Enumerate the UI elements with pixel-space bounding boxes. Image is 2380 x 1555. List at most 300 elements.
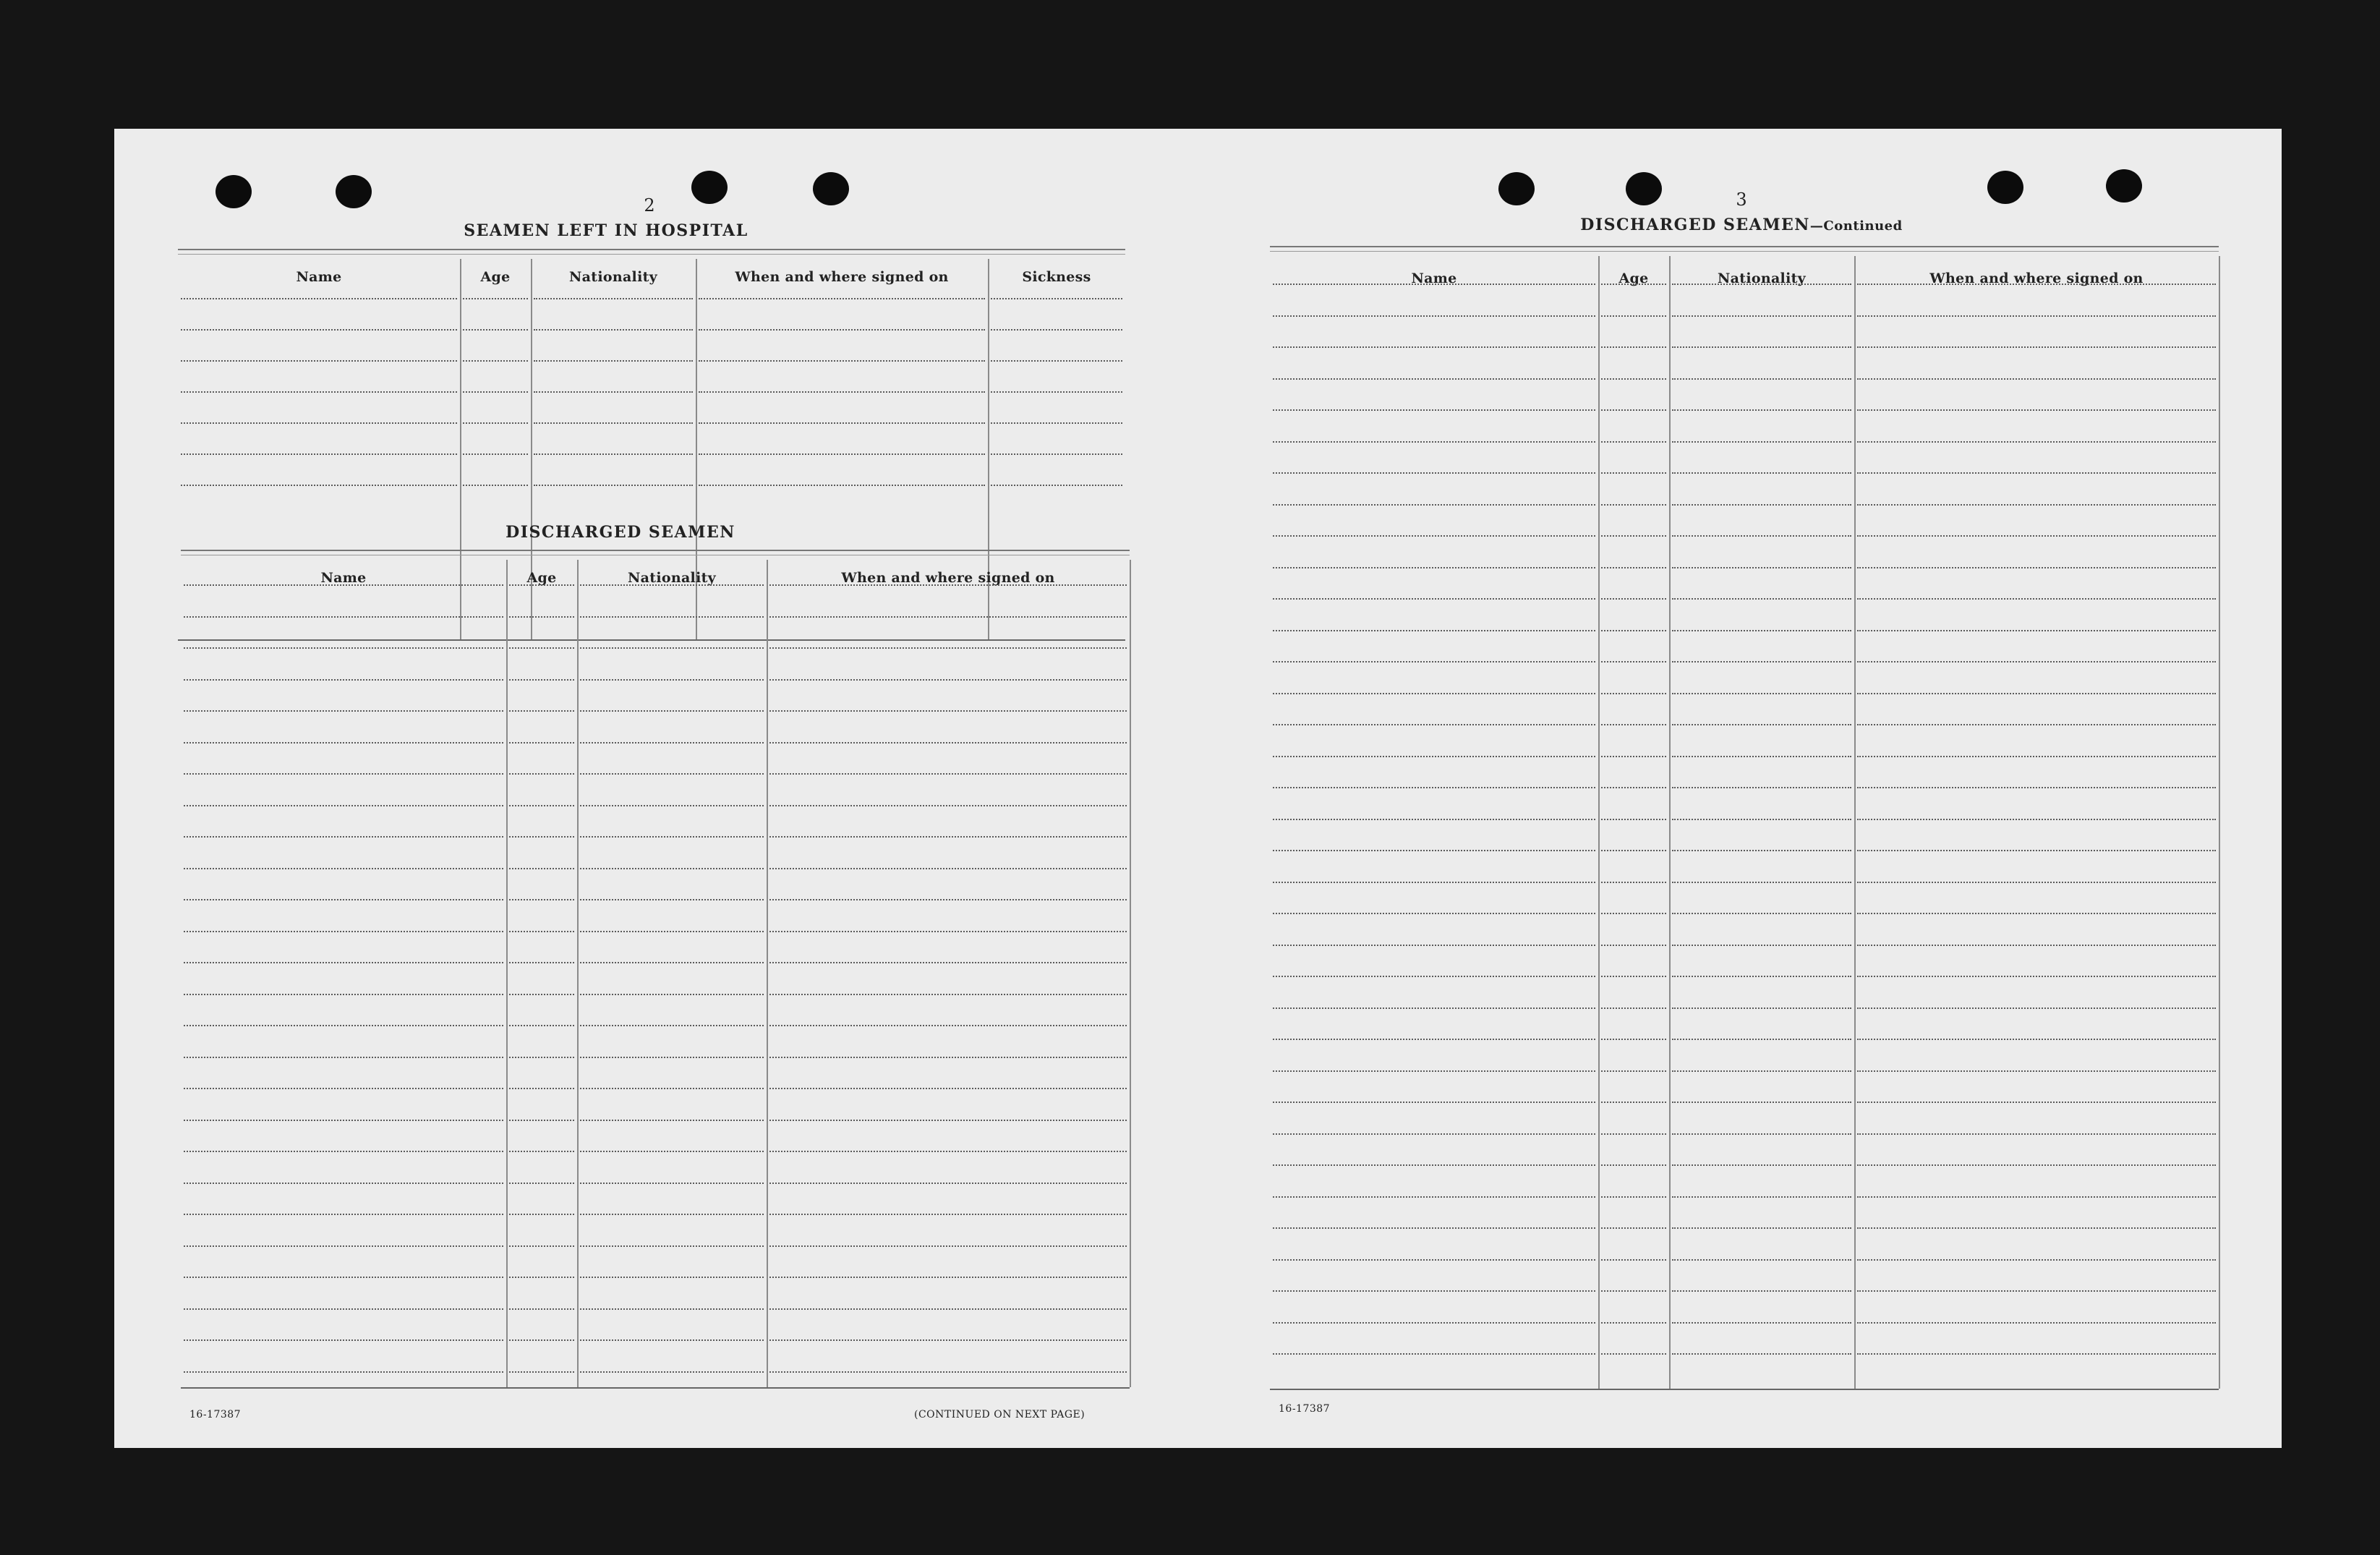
column-header: When and where signed on <box>735 269 949 285</box>
table-row-line <box>184 710 503 712</box>
discharged-continued-title <box>1524 216 1958 234</box>
table-row-line <box>580 1339 764 1341</box>
table-row-line <box>184 1088 503 1089</box>
column-divider <box>506 560 508 1387</box>
table-row-line <box>1601 1102 1666 1103</box>
table-row-line <box>1273 819 1595 820</box>
table-row-line <box>1672 819 1851 820</box>
table-row-line <box>1601 819 1666 820</box>
table-row-line <box>509 931 574 932</box>
table-row-line <box>1672 1039 1851 1040</box>
table-row-line <box>463 329 528 331</box>
table-row-line <box>699 360 985 362</box>
table-row-line <box>1672 693 1851 694</box>
table-row-line <box>1857 567 2216 568</box>
discharged-continued-title-main: DISCHARGED SEAMEN <box>1580 216 1810 234</box>
table-row-line <box>580 994 764 995</box>
table-row-line <box>509 1025 574 1026</box>
table-row-line <box>580 1151 764 1152</box>
table-row-line <box>1672 284 1851 285</box>
table-row-line <box>1601 882 1666 883</box>
punch-hole <box>2106 169 2142 203</box>
table-row-line <box>184 1308 503 1310</box>
table-row-line <box>1273 1133 1595 1135</box>
table-top-rule <box>178 249 1125 255</box>
punch-hole <box>216 175 252 208</box>
table-row-line <box>1601 693 1666 694</box>
hospital-section-title: SEAMEN LEFT IN HOSPITAL <box>464 221 748 240</box>
table-row-line <box>699 298 985 299</box>
table-row-line <box>184 836 503 838</box>
table-row-line <box>1857 441 2216 443</box>
table-row-line <box>1672 598 1851 600</box>
table-row-line <box>1672 1259 1851 1261</box>
table-row-line <box>1273 1290 1595 1292</box>
table-row-line <box>1601 850 1666 851</box>
continued-on-next-page: (CONTINUED ON NEXT PAGE) <box>914 1409 1085 1420</box>
table-row-line <box>184 931 503 932</box>
table-row-line <box>769 616 1127 618</box>
table-row-line <box>1672 1322 1851 1324</box>
table-row-line <box>509 1277 574 1278</box>
table-row-line <box>580 773 764 775</box>
table-row-line <box>1273 1164 1595 1166</box>
table-row-line <box>184 1214 503 1215</box>
table-row-line <box>1601 315 1666 317</box>
table-row-line <box>1672 1070 1851 1072</box>
table-row-line <box>769 647 1127 649</box>
table-row-line <box>184 679 503 681</box>
table-row-line <box>1857 882 2216 883</box>
table-row-line <box>580 1088 764 1089</box>
continued-suffix: —Continued <box>1809 218 1903 234</box>
column-divider <box>577 560 579 1387</box>
discharged-section-title: DISCHARGED SEAMEN <box>506 523 735 542</box>
table-row-line <box>1273 882 1595 883</box>
table-row-line <box>184 647 503 649</box>
table-row-line <box>1273 724 1595 725</box>
table-row-line <box>184 962 503 963</box>
table-row-line <box>769 1308 1127 1310</box>
table-row-line <box>1857 1322 2216 1324</box>
column-divider <box>2219 256 2220 1389</box>
table-row-line <box>1601 346 1666 348</box>
table-row-line <box>1857 945 2216 946</box>
table-row-line <box>1672 378 1851 380</box>
table-row-line <box>1273 1259 1595 1261</box>
table-row-line <box>1857 1353 2216 1355</box>
table-row-line <box>991 391 1122 393</box>
table-row-line <box>509 1371 574 1373</box>
table-row-line <box>769 584 1127 586</box>
table-row-line <box>1857 598 2216 600</box>
table-row-line <box>1857 913 2216 914</box>
table-row-line <box>1601 787 1666 788</box>
table-row-line <box>1601 409 1666 411</box>
table-row-line <box>1857 787 2216 788</box>
table-row-line <box>1273 787 1595 788</box>
table-row-line <box>1857 693 2216 694</box>
table-row-line <box>534 298 693 299</box>
table-row-line <box>1273 409 1595 411</box>
table-row-line <box>769 1245 1127 1247</box>
table-row-line <box>1857 819 2216 820</box>
table-row-line <box>1601 1039 1666 1040</box>
table-row-line <box>580 742 764 744</box>
table-row-line <box>1273 850 1595 851</box>
column-header: Name <box>320 570 367 586</box>
table-top-rule <box>1270 246 2219 252</box>
table-bottom-rule <box>181 1387 1130 1389</box>
table-row-line <box>184 899 503 900</box>
table-row-line <box>509 647 574 649</box>
table-row-line <box>1857 284 2216 285</box>
table-row-line <box>1273 1007 1595 1009</box>
column-divider <box>1598 256 1600 1389</box>
table-row-line <box>463 422 528 424</box>
table-row-line <box>534 360 693 362</box>
table-row-line <box>463 298 528 299</box>
table-row-line <box>509 584 574 586</box>
table-row-line <box>509 1245 574 1247</box>
table-row-line <box>1601 504 1666 506</box>
table-row-line <box>1857 1259 2216 1261</box>
table-row-line <box>1601 1259 1666 1261</box>
table-row-line <box>184 1151 503 1152</box>
table-row-line <box>1857 472 2216 474</box>
table-row-line <box>184 1339 503 1341</box>
table-row-line <box>1672 472 1851 474</box>
table-row-line <box>580 1308 764 1310</box>
table-row-line <box>769 1371 1127 1373</box>
table-row-line <box>1273 630 1595 631</box>
table-row-line <box>509 805 574 806</box>
table-row-line <box>1857 315 2216 317</box>
table-row-line <box>184 1371 503 1373</box>
table-row-line <box>769 836 1127 838</box>
table-row-line <box>184 773 503 775</box>
table-row-line <box>184 616 503 618</box>
table-bottom-rule <box>1270 1389 2219 1390</box>
table-row-line <box>509 1339 574 1341</box>
table-row-line <box>463 485 528 486</box>
table-row-line <box>1672 850 1851 851</box>
table-row-line <box>181 360 457 362</box>
table-row-line <box>1857 1196 2216 1198</box>
table-row-line <box>991 422 1122 424</box>
table-row-line <box>769 962 1127 963</box>
table-row-line <box>580 805 764 806</box>
table-row-line <box>509 742 574 744</box>
table-row-line <box>699 485 985 486</box>
column-header: Age <box>480 269 511 285</box>
table-row-line <box>1601 945 1666 946</box>
table-row-line <box>463 453 528 455</box>
page-number-left: 2 <box>644 195 655 216</box>
table-row-line <box>1857 1007 2216 1009</box>
table-row-line <box>580 679 764 681</box>
table-row-line <box>1273 661 1595 663</box>
table-row-line <box>1273 945 1595 946</box>
record-sheet <box>114 129 2282 1448</box>
table-row-line <box>509 1088 574 1089</box>
table-row-line <box>1601 1007 1666 1009</box>
table-row-line <box>1273 1322 1595 1324</box>
table-row-line <box>1601 378 1666 380</box>
table-row-line <box>463 360 528 362</box>
table-row-line <box>509 1151 574 1152</box>
table-row-line <box>463 391 528 393</box>
table-row-line <box>769 1120 1127 1121</box>
table-row-line <box>1672 504 1851 506</box>
table-row-line <box>580 1214 764 1215</box>
table-row-line <box>1857 504 2216 506</box>
table-row-line <box>769 994 1127 995</box>
table-row-line <box>580 1025 764 1026</box>
table-row-line <box>1672 1353 1851 1355</box>
table-row-line <box>1857 1070 2216 1072</box>
table-row-line <box>1273 976 1595 977</box>
punch-hole <box>1987 171 2023 204</box>
table-row-line <box>699 453 985 455</box>
table-row-line <box>580 962 764 963</box>
column-header: Sickness <box>1022 269 1091 285</box>
table-row-line <box>1601 1164 1666 1166</box>
table-row-line <box>1601 630 1666 631</box>
table-row-line <box>181 329 457 331</box>
table-row-line <box>1672 724 1851 725</box>
table-row-line <box>1857 1164 2216 1166</box>
table-row-line <box>184 1057 503 1058</box>
table-row-line <box>1601 1196 1666 1198</box>
table-row-line <box>1601 284 1666 285</box>
table-row-line <box>1601 661 1666 663</box>
table-row-line <box>1273 378 1595 380</box>
punch-hole <box>813 172 849 205</box>
table-row-line <box>1601 472 1666 474</box>
table-row-line <box>1857 1290 2216 1292</box>
table-row-line <box>509 616 574 618</box>
column-divider <box>767 560 768 1387</box>
table-row-line <box>1672 1007 1851 1009</box>
table-row-line <box>580 1371 764 1373</box>
punch-hole <box>1626 172 1662 205</box>
table-row-line <box>1672 913 1851 914</box>
table-row-line <box>1273 1196 1595 1198</box>
table-row-line <box>1857 1039 2216 1040</box>
table-row-line <box>769 1025 1127 1026</box>
table-row-line <box>1273 1070 1595 1072</box>
table-row-line <box>1601 567 1666 568</box>
table-row-line <box>580 1183 764 1184</box>
table-row-line <box>699 391 985 393</box>
punch-hole <box>1498 172 1535 205</box>
table-row-line <box>991 298 1122 299</box>
table-row-line <box>181 422 457 424</box>
column-divider <box>1854 256 1856 1389</box>
column-header: Name <box>1411 270 1457 286</box>
table-row-line <box>534 422 693 424</box>
column-header: When and where signed on <box>841 570 1055 586</box>
table-row-line <box>184 584 503 586</box>
table-row-line <box>1672 756 1851 757</box>
column-header: Nationality <box>627 570 717 586</box>
table-row-line <box>1672 1196 1851 1198</box>
table-row-line <box>1273 756 1595 757</box>
table-row-line <box>1601 598 1666 600</box>
table-row-line <box>509 868 574 869</box>
table-row-line <box>1857 346 2216 348</box>
table-row-line <box>184 742 503 744</box>
column-header: Age <box>1618 270 1649 286</box>
table-row-line <box>769 710 1127 712</box>
table-row-line <box>769 1339 1127 1341</box>
form-number-right: 16-17387 <box>1279 1403 1331 1415</box>
table-row-line <box>1672 441 1851 443</box>
table-row-line <box>184 1183 503 1184</box>
column-header: Nationality <box>568 269 658 285</box>
table-row-line <box>1601 724 1666 725</box>
table-row-line <box>991 453 1122 455</box>
table-row-line <box>184 868 503 869</box>
table-row-line <box>1857 630 2216 631</box>
column-header: Age <box>526 570 557 586</box>
table-row-line <box>1601 1290 1666 1292</box>
table-row-line <box>1672 787 1851 788</box>
table-row-line <box>181 391 457 393</box>
table-row-line <box>534 485 693 486</box>
table-row-line <box>181 485 457 486</box>
table-row-line <box>580 836 764 838</box>
table-row-line <box>1601 756 1666 757</box>
table-row-line <box>1601 441 1666 443</box>
table-row-line <box>1273 315 1595 317</box>
table-row-line <box>1857 756 2216 757</box>
form-number-left: 16-17387 <box>189 1409 242 1420</box>
table-row-line <box>1672 535 1851 537</box>
table-row-line <box>1601 1133 1666 1135</box>
table-row-line <box>509 773 574 775</box>
table-row-line <box>1273 535 1595 537</box>
table-row-line <box>509 899 574 900</box>
table-row-line <box>1857 1102 2216 1103</box>
table-row-line <box>1857 976 2216 977</box>
table-row-line <box>1601 535 1666 537</box>
table-row-line <box>1857 1133 2216 1135</box>
table-row-line <box>580 899 764 900</box>
table-row-line <box>1857 378 2216 380</box>
discharged-continued-table <box>1270 246 2219 1389</box>
table-row-line <box>1672 1227 1851 1229</box>
table-row-line <box>1857 661 2216 663</box>
table-row-line <box>769 1214 1127 1215</box>
table-row-line <box>769 679 1127 681</box>
column-header: When and where signed on <box>1929 270 2144 286</box>
table-row-line <box>1273 693 1595 694</box>
table-row-line <box>184 805 503 806</box>
table-row-line <box>534 453 693 455</box>
table-row-line <box>580 584 764 586</box>
table-row-line <box>991 485 1122 486</box>
table-row-line <box>991 329 1122 331</box>
table-row-line <box>580 1245 764 1247</box>
table-row-line <box>1273 441 1595 443</box>
table-row-line <box>580 1120 764 1121</box>
table-row-line <box>509 1057 574 1058</box>
table-row-line <box>509 679 574 681</box>
table-row-line <box>580 710 764 712</box>
table-row-line <box>580 616 764 618</box>
table-row-line <box>534 391 693 393</box>
table-row-line <box>1672 409 1851 411</box>
table-row-line <box>1672 346 1851 348</box>
table-row-line <box>1273 504 1595 506</box>
table-row-line <box>1857 409 2216 411</box>
table-row-line <box>509 836 574 838</box>
table-row-line <box>1672 630 1851 631</box>
table-row-line <box>509 1120 574 1121</box>
page-number-right: 3 <box>1736 189 1747 210</box>
table-row-line <box>1273 598 1595 600</box>
table-row-line <box>580 1277 764 1278</box>
table-row-line <box>769 899 1127 900</box>
table-row-line <box>1672 1133 1851 1135</box>
table-row-line <box>991 360 1122 362</box>
punch-hole <box>336 175 372 208</box>
table-row-line <box>509 962 574 963</box>
table-row-line <box>1672 661 1851 663</box>
table-row-line <box>580 1057 764 1058</box>
table-row-line <box>1672 567 1851 568</box>
table-row-line <box>699 422 985 424</box>
table-row-line <box>1857 850 2216 851</box>
column-header: Name <box>296 269 342 285</box>
table-row-line <box>769 1088 1127 1089</box>
table-row-line <box>769 1057 1127 1058</box>
punch-hole <box>691 171 728 204</box>
table-row-line <box>1273 284 1595 285</box>
table-row-line <box>184 1025 503 1026</box>
table-row-line <box>184 1277 503 1278</box>
table-row-line <box>769 1183 1127 1184</box>
table-row-line <box>1857 535 2216 537</box>
table-row-line <box>509 1183 574 1184</box>
table-row-line <box>1857 1227 2216 1229</box>
table-row-line <box>1601 1353 1666 1355</box>
table-row-line <box>699 329 985 331</box>
table-row-line <box>1273 346 1595 348</box>
table-row-line <box>1273 1353 1595 1355</box>
table-row-line <box>1601 1322 1666 1324</box>
table-row-line <box>509 710 574 712</box>
table-row-line <box>1273 1102 1595 1103</box>
table-row-line <box>1672 945 1851 946</box>
column-divider <box>1130 560 1131 1387</box>
table-row-line <box>769 1151 1127 1152</box>
table-row-line <box>1601 913 1666 914</box>
table-row-line <box>769 1277 1127 1278</box>
table-row-line <box>1601 1227 1666 1229</box>
table-row-line <box>1273 1039 1595 1040</box>
table-row-line <box>184 994 503 995</box>
table-row-line <box>1672 1164 1851 1166</box>
table-row-line <box>1273 472 1595 474</box>
table-row-line <box>509 1308 574 1310</box>
discharged-table <box>181 550 1130 1389</box>
table-top-rule <box>181 550 1130 555</box>
table-row-line <box>1601 1070 1666 1072</box>
table-row-line <box>509 994 574 995</box>
